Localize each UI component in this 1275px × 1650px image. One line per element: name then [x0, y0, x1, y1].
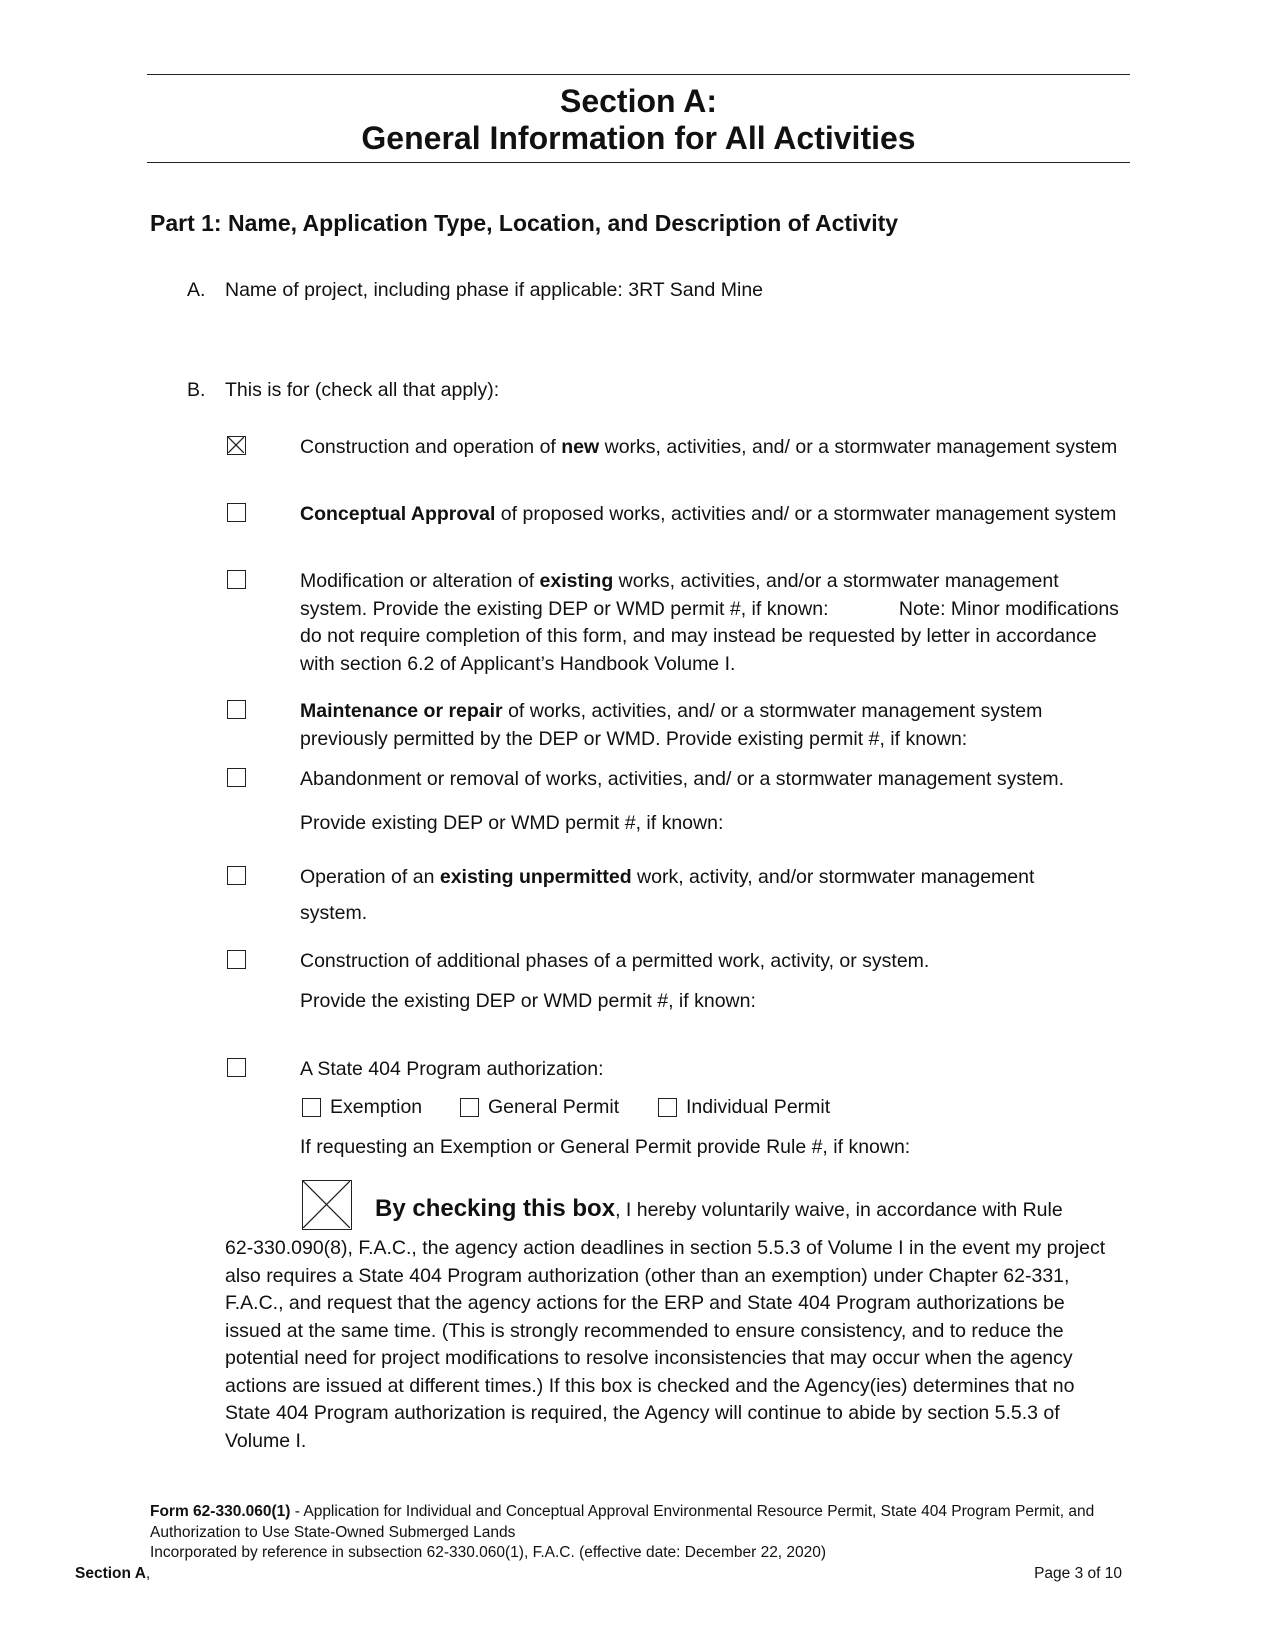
- general-permit-checkbox[interactable]: [460, 1098, 479, 1117]
- option-state404-checkbox[interactable]: [227, 1058, 246, 1077]
- option-modification-label: Modification or alteration of existing works, activities, and/or a stormwater management system. Provide the existing DEP or WMD permit #, if known: Note: Minor modifications do not require completion of this form, and may instead be requested by letter in accordance with section 6.2 of Applicant’s Handbook Volume I.: [300, 570, 1125, 675]
- option-conceptual-label: Conceptual Approval of proposed works, activities and/ or a stormwater management system: [300, 503, 1117, 525]
- option-unpermitted-checkbox[interactable]: [227, 866, 246, 885]
- project-name-line: Name of project, including phase if applicable: 3RT Sand Mine: [225, 279, 764, 301]
- section-subtitle: General Information for All Activities: [361, 120, 916, 156]
- option-new-checkbox[interactable]: [227, 436, 246, 455]
- option-unpermitted-label: Operation of an existing unpermitted work, activity, and/or stormwater management: [300, 866, 1035, 888]
- exemption-label: Exemption: [330, 1096, 423, 1118]
- option-abandonment-checkbox[interactable]: [227, 768, 246, 787]
- item-b-letter: B.: [187, 379, 206, 401]
- item-b-prompt: This is for (check all that apply):: [225, 379, 500, 401]
- option-abandonment-permit-prompt: Provide existing DEP or WMD permit #, if known:: [300, 812, 724, 834]
- option-unpermitted-label-cont: system.: [300, 902, 368, 924]
- waiver-checkbox[interactable]: [302, 1180, 352, 1230]
- rule-number-prompt: If requesting an Exemption or General Permit provide Rule #, if known:: [300, 1136, 911, 1158]
- option-additional-phases-label: Construction of additional phases of a permitted work, activity, or system.: [300, 950, 930, 972]
- section-title: Section A:: [559, 83, 718, 119]
- individual-permit-checkbox[interactable]: [658, 1098, 677, 1117]
- check-x-icon: [228, 437, 244, 453]
- footer-section-label: Section A,: [75, 1565, 151, 1582]
- header-bottom-rule: [147, 162, 1130, 163]
- waiver-body: 62-330.090(8), F.A.C., the agency action deadlines in section 5.5.3 of Volume I in the event my project also requires a State 404 Program authorization (other than an exemption) under Chapter 62-331, F.A.C., and request that the agency actions for the ERP and State 404 Program authorizations be issued at the same time. (This is strongly recommended to ensure consistency, and to reduce the potential need for project modifications to resolve inconsistencies that may occur when the agency actions are issued at different times.) If this box is checked and the Agency(ies) determines that no State 404 Program authorization is required, the Agency will continue to abide by section 5.5.3 of Volume I.: [225, 1237, 1106, 1452]
- general-permit-label: General Permit: [488, 1096, 620, 1118]
- option-state404-label: A State 404 Program authorization:: [300, 1058, 604, 1080]
- option-abandonment-label: Abandonment or removal of works, activities, and/ or a stormwater management system.: [300, 768, 1065, 790]
- form-description: Form 62-330.060(1) - Application for Individual and Conceptual Approval Environmental Resource Permit, State 404 Program Permit, and Authorization to Use State-Owned Submerged Lands: [150, 1503, 1095, 1541]
- option-maintenance-checkbox[interactable]: [227, 700, 246, 719]
- individual-permit-label: Individual Permit: [686, 1096, 831, 1118]
- option-additional-phases-checkbox[interactable]: [227, 950, 246, 969]
- option-additional-phases-permit-prompt: Provide the existing DEP or WMD permit #, if known:: [300, 990, 756, 1012]
- option-modification-checkbox[interactable]: [227, 570, 246, 589]
- form-footer: [150, 1502, 1130, 1564]
- item-a-letter: A.: [187, 279, 206, 301]
- exemption-checkbox[interactable]: [302, 1098, 321, 1117]
- option-new-label: Construction and operation of new works, activities, and/ or a stormwater management system: [300, 436, 1118, 458]
- option-conceptual-checkbox[interactable]: [227, 503, 246, 522]
- incorporated-line: Incorporated by reference in subsection 62-330.060(1), F.A.C. (effective date: December 22, 2020): [150, 1544, 827, 1561]
- check-x-icon: [303, 1181, 350, 1228]
- part-1-title: Part 1: Name, Application Type, Location, and Description of Activity: [150, 210, 899, 236]
- page-number: Page 3 of 10: [1034, 1565, 1122, 1582]
- option-maintenance-label: Maintenance or repair of works, activities, and/ or a stormwater management system previously permitted by the DEP or WMD. Provide existing permit #, if known:: [300, 700, 1043, 750]
- waiver-lead: By checking this box, I hereby voluntarily waive, in accordance with Rule: [375, 1195, 1063, 1222]
- header-top-rule: [147, 74, 1130, 75]
